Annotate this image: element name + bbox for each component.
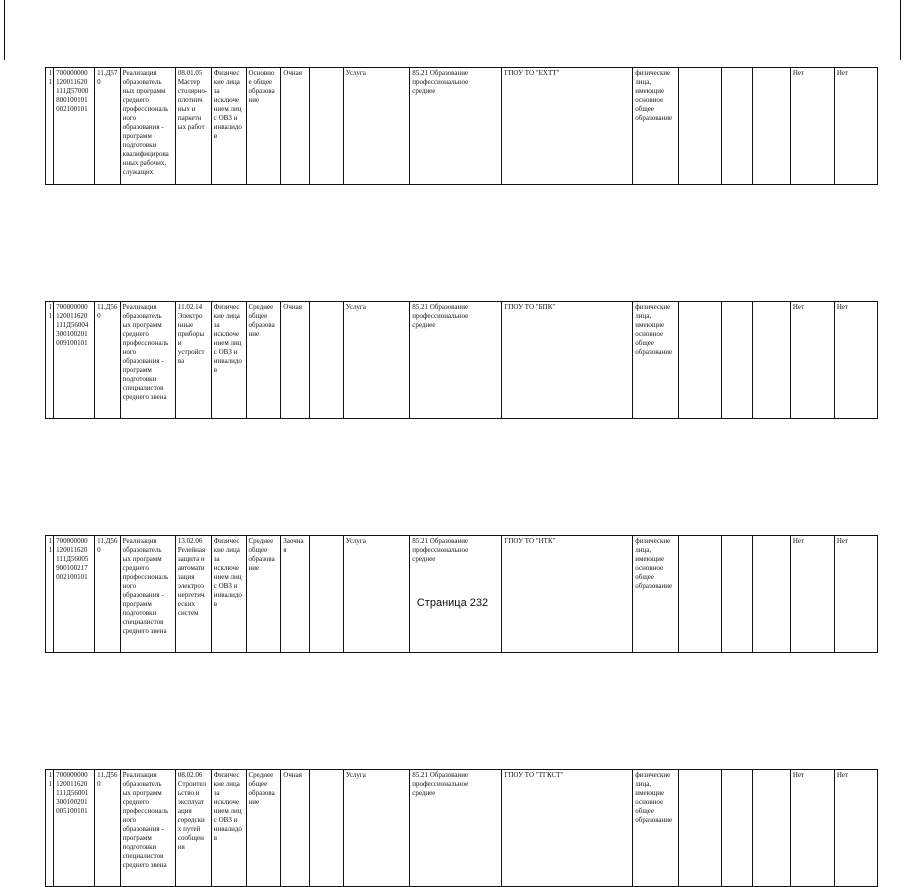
section-code: 11.Д56 0: [95, 536, 121, 653]
empty-cell: [722, 302, 753, 419]
row-number: 11: [46, 770, 54, 887]
flag-1: Нет: [790, 68, 834, 185]
consumers: физические лица, имеющие основное общее образование: [633, 68, 679, 185]
right-page-rule: [900, 0, 901, 60]
service-name: Реализация образователь ных программ среднего профессиональ ного образования - программ подготовки квалифицирова нных рабочих, служащих: [120, 68, 175, 185]
registry-code: 700000000 120011620 111Д57000 800100101 002100101: [54, 68, 95, 185]
study-form: Очная: [281, 68, 310, 185]
empty-cell: [753, 68, 791, 185]
flag-1: Нет: [790, 302, 834, 419]
specialty: 13.02.06 Релейная защита и автомати зация электроэ нергетич еских систем: [175, 536, 211, 653]
okved-code: 85.21 Образование профессиональное среднее: [410, 68, 502, 185]
consumer-category: Физичес кие лица за исключе нием лиц с ОВЗ и инвалидо в: [211, 68, 246, 185]
service-name: Реализация образователь ых программ среднего профессиональ ного образования - программ подготовки специалистов среднего звена: [120, 770, 175, 887]
organization: ГПОУ ТО "НТК": [502, 536, 633, 653]
empty-cell: [753, 536, 791, 653]
activity-type: Услуга: [343, 770, 410, 887]
flag-2: Нет: [834, 536, 877, 653]
registry-code: 700000000 120011620 111Д56001 300100201 005100101: [54, 770, 95, 887]
page-number: Страница 232: [416, 597, 489, 609]
flag-2: Нет: [834, 68, 877, 185]
empty-cell: [753, 770, 791, 887]
flag-1: Нет: [790, 770, 834, 887]
consumer-category: Физичес кие лица за исключе нием лиц с ОВЗ и инвалидо в: [211, 536, 246, 653]
education-level: Среднее общее образова ние: [246, 536, 281, 653]
empty-cell: [722, 770, 753, 887]
education-level: Среднее общее образова ние: [246, 302, 281, 419]
organization: ГПОУ ТО "ЕХТТ": [502, 68, 633, 185]
row-number: 11: [46, 68, 54, 185]
activity-type: Услуга: [343, 302, 410, 419]
empty-cell: [753, 302, 791, 419]
education-level: Среднее общее образова ние: [246, 770, 281, 887]
okved-code: 85.21 Образование профессиональное среднее: [410, 536, 502, 653]
study-form: Заочна я: [281, 536, 310, 653]
section-code: 11.Д56 0: [95, 302, 121, 419]
specialty: 11.02.14 Электро нные приборы и устройст ва: [175, 302, 211, 419]
section-code: 11.Д56 0: [95, 770, 121, 887]
table-row: [46, 770, 878, 887]
row-number: 11: [46, 536, 54, 653]
registry-code: 700000000 120011620 111Д56004 300100201 009100101: [54, 302, 95, 419]
activity-type: Услуга: [343, 68, 410, 185]
row-gap: [46, 653, 878, 770]
empty-cell: [722, 536, 753, 653]
flag-1: Нет: [790, 536, 834, 653]
consumers: физические лица, имеющие основное общее образование: [633, 536, 679, 653]
empty-cell: [309, 68, 343, 185]
study-form: Очная: [281, 302, 310, 419]
consumers: физические лица, имеющие основное общее образование: [633, 770, 679, 887]
consumers: физические лица, имеющие основное общее образование: [633, 302, 679, 419]
study-form: Очная: [281, 770, 310, 887]
empty-cell: [679, 770, 722, 887]
empty-cell: [722, 68, 753, 185]
empty-cell: [309, 302, 343, 419]
table-row: [46, 302, 878, 419]
left-page-rule: [4, 0, 5, 60]
education-level: Основно е общее образова ние: [246, 68, 281, 185]
okved-code: 85.21 Образование профессиональное среднее: [410, 302, 502, 419]
table-row: [46, 68, 878, 185]
activity-type: Услуга: [343, 536, 410, 653]
consumer-category: Физичес кие лица за исключе нием лиц с ОВЗ и инвалидо в: [211, 302, 246, 419]
okved-code: 85.21 Образование профессиональное среднее: [410, 770, 502, 887]
table-row: [46, 536, 878, 653]
service-name: Реализация образователь ых программ среднего профессиональ ного образования - программ подготовки специалистов среднего звена: [120, 536, 175, 653]
organization: ГПОУ ТО "БПК": [502, 302, 633, 419]
organization: ГПОУ ТО "ТГКСТ": [502, 770, 633, 887]
specialty: 08.02.06 Строител ьство и эксплуат ация городски х путей сообщен ия: [175, 770, 211, 887]
empty-cell: [309, 536, 343, 653]
empty-cell: [679, 536, 722, 653]
empty-cell: [679, 302, 722, 419]
row-gap: [46, 185, 878, 302]
row-gap: [46, 419, 878, 536]
section-code: 11.Д57 0: [95, 68, 121, 185]
consumer-category: Физичес кие лица за исключе нием лиц с ОВЗ и инвалидо в: [211, 770, 246, 887]
service-name: Реализация образователь ых программ среднего профессиональ ного образования - программ подготовки специалистов среднего звена: [120, 302, 175, 419]
registry-table: [45, 67, 878, 887]
empty-cell: [309, 770, 343, 887]
row-number: 11: [46, 302, 54, 419]
flag-2: Нет: [834, 770, 877, 887]
flag-2: Нет: [834, 302, 877, 419]
empty-cell: [679, 68, 722, 185]
specialty: 08.01.05 Мастер столярно- плотнич ных и паркетн ых работ: [175, 68, 211, 185]
registry-code: 700000000 120011620 111Д56005 900100217 002100101: [54, 536, 95, 653]
